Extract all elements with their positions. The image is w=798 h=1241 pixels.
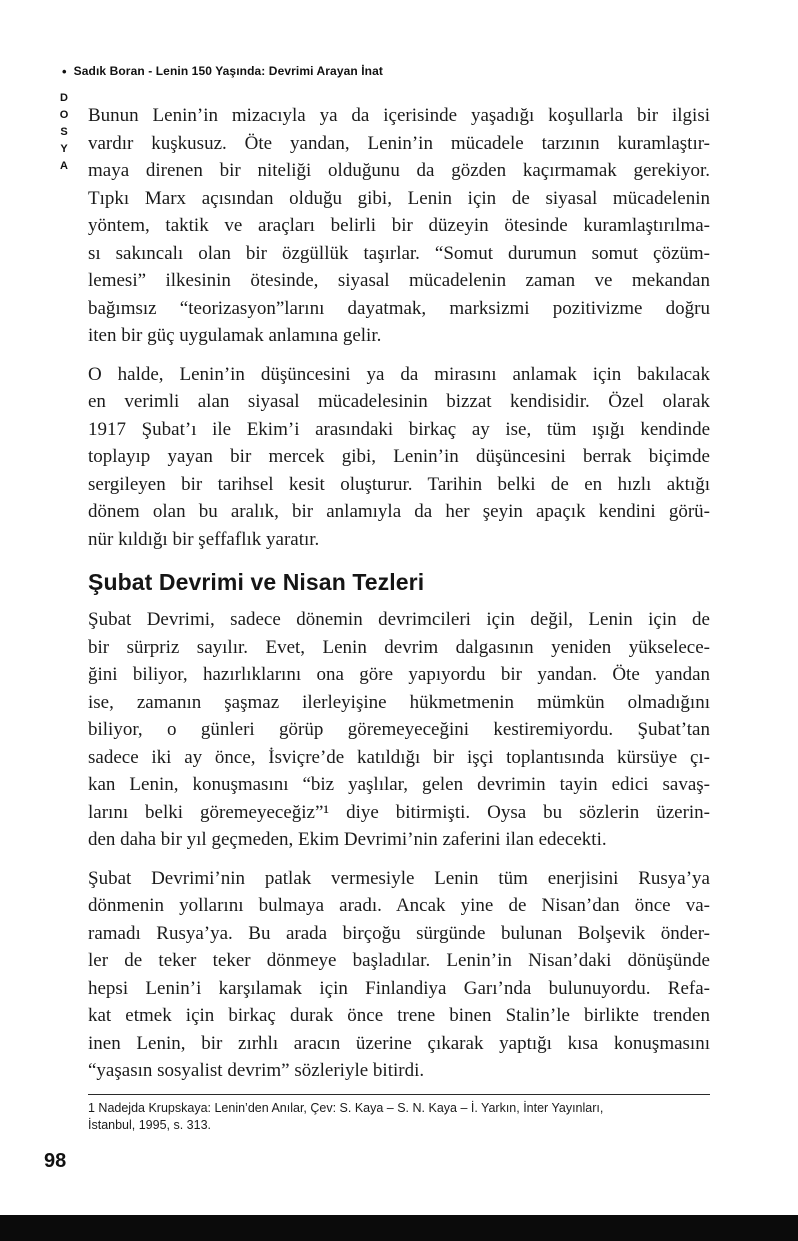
sidebar-letter: S [60, 126, 68, 138]
text-line: toplayıp yayan bir mercek gibi, Lenin’in düşüncesini berrak biçimde [88, 446, 710, 467]
text-line: “yaşasın sosyalist devrim” sözleriyle bitirdi. [88, 1060, 425, 1081]
text-line: bağımsız “teorizasyon”larını dayatmak, marksizmi pozitivizme doğru [88, 297, 710, 319]
header-separator: - [144, 64, 156, 78]
author-name: Sadık Boran [73, 64, 145, 78]
footnote-divider [88, 1094, 710, 1095]
text-line: dönem olan bu aralık, bir anlamıyla da her şeyin apaçık kendini görü- [88, 501, 710, 522]
page-number: 98 [44, 1150, 67, 1172]
section-tab-dosya [56, 92, 72, 172]
footnote-area [88, 1094, 710, 1134]
text-line: en verimli alan siyasal mücadelesinin bizzat kendisidir. Özel olarak [88, 391, 710, 412]
paragraph [88, 361, 710, 554]
page-edge-bar [0, 1215, 798, 1241]
paragraph [88, 102, 710, 350]
text-line: dönmenin yollarını bulmaya aradı. Ancak yine de Nisan’dan önce va- [88, 895, 710, 916]
text-line: nür kıldığı bir şeffaflık yaratır. [88, 528, 320, 550]
text-line: ramadı Rusya’ya. Bu arada birçoğu sürgünde bulunan Bolşevik önder- [88, 922, 710, 944]
sidebar-letter: Y [60, 143, 68, 155]
sidebar-letter: A [60, 160, 68, 172]
text-line: vardır kuşkusuz. Öte yandan, Lenin’in mücadele tarzının kuramlaştır- [88, 132, 710, 154]
running-header [62, 64, 710, 79]
text-line: sergileyen bir tarihsel kesit oluşturur. Tarihin belki de en hızlı aktığı [88, 473, 710, 495]
sidebar-letter: D [60, 92, 68, 104]
text-line: kan Lenin, konuşmasını “biz yaşlılar, gelen devrimin tayin edici savaş- [88, 774, 710, 795]
text-line: 1917 Şubat’ı ile Ekim’i arasındaki birkaç ay ise, tüm ışığı kendinde [88, 418, 710, 440]
text-line: ğini biliyor, hazırlıklarını ona göre yapıyordu bir yandan. Öte yandan [88, 664, 710, 685]
text-line: iten bir güç uygulamak anlamına gelir. [88, 325, 382, 346]
paragraph [88, 606, 710, 854]
footnote-line: İstanbul, 1995, s. 313. [88, 1118, 212, 1132]
text-line: bir sürpriz sayılır. Evet, Lenin devrim dalgasının yeniden yükselece- [88, 636, 710, 658]
text-line: lemesi” ilkesinin ötesinde, siyasal mücadelenin zaman ve mekandan [88, 270, 710, 291]
section-heading: Şubat Devrimi ve Nisan Tezleri [88, 569, 425, 595]
text-line: O halde, Lenin’in düşüncesini ya da mirasını anlamak için bakılacak [88, 363, 710, 385]
book-title: Lenin 150 Yaşında: Devrimi Arayan İnat [155, 64, 383, 78]
text-line: kat etmek için birkaç durak önce trene binen Stalin’le birlikte trenden [88, 1005, 710, 1026]
footnote-line: 1 Nadejda Krupskaya: Lenin’den Anılar, Çev: S. Kaya – S. N. Kaya – İ. Yarkın, İnter Yayınları, [88, 1101, 604, 1115]
paragraph [88, 865, 710, 1085]
text-line: ler de teker teker dönmeye başladılar. Lenin’in Nisan’daki dönüşünde [88, 950, 710, 971]
text-line: Şubat Devrimi, sadece dönemin devrimcileri için değil, Lenin için de [88, 609, 710, 630]
sidebar-letter: O [59, 109, 69, 121]
footnote [88, 1100, 710, 1134]
text-line: Bunun Lenin’in mizacıyla ya da içerisinde yaşadığı koşullarla bir ilgisi [88, 105, 710, 126]
text-line: sı sakıncalı olan bir özgüllük taşırlar. “Somut durumun somut çözüm- [88, 242, 710, 264]
body-text-column [88, 102, 710, 1096]
text-line: yöntem, taktik ve araçları belirli bir düzeyin ötesinde kuramlaştırılma- [88, 215, 710, 236]
text-line: Tıpkı Marx açısından olduğu gibi, Lenin için de siyasal mücadelenin [88, 187, 710, 209]
bullet-icon: • [62, 64, 67, 79]
text-line: maya direnen bir niteliği olduğunu da gözden kaçırmamak gerekiyor. [88, 160, 710, 181]
text-line: sadece iki ay önce, İsviçre’de katıldığı bir işçi toplantısında kürsüye çı- [88, 746, 710, 768]
text-line: larını belki göremeyeceğiz”¹ diye bitirmişti. Oysa bu sözlerin üzerin- [88, 801, 710, 823]
text-line: hepsi Lenin’i karşılamak için Finlandiya Garı’nda bulunuyordu. Refa- [88, 977, 710, 999]
text-line: den daha bir yıl geçmeden, Ekim Devrimi’nin zaferini ilan edecekti. [88, 829, 607, 850]
text-line: Şubat Devrimi’nin patlak vermesiyle Lenin tüm enerjisini Rusya’ya [88, 867, 710, 889]
text-line: biliyor, o günleri görüp göremeyeceğini kestiremiyordu. Şubat’tan [88, 719, 710, 740]
text-line: ise, zamanın şaşmaz ilerleyişine hükmetmenin mümkün olmadığını [88, 691, 710, 713]
text-line: inen Lenin, bir zırhlı aracın üzerine çıkarak yaptığı kısa konuşmasını [88, 1032, 710, 1054]
